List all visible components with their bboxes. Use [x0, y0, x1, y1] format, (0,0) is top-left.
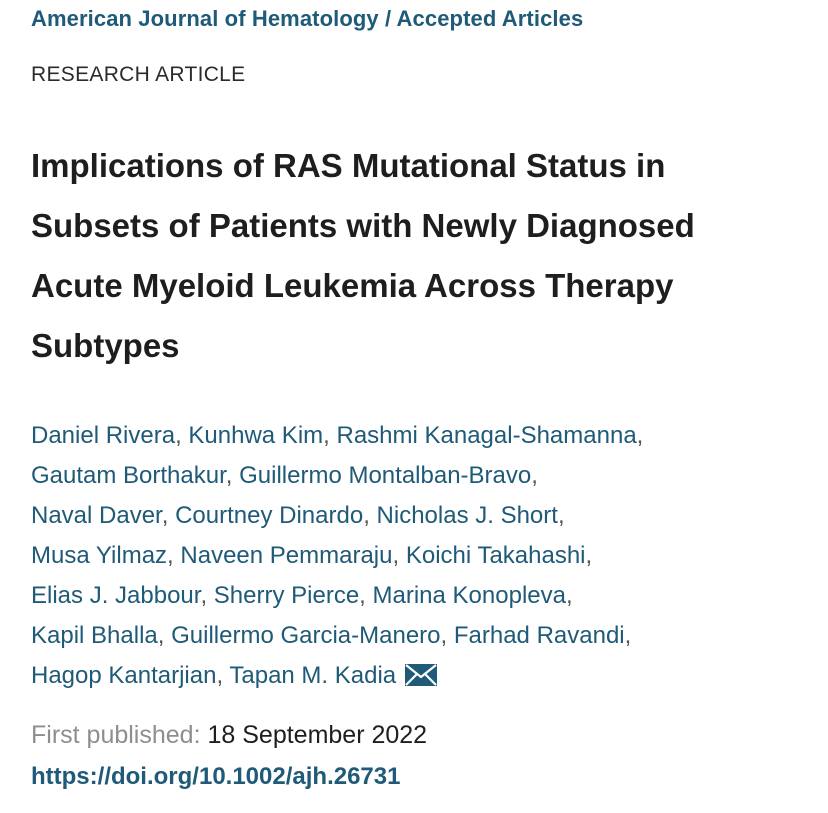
author-link[interactable]: Hagop Kantarjian: [31, 662, 217, 689]
author-separator: ,: [585, 542, 593, 569]
author-link[interactable]: Elias J. Jabbour: [31, 582, 201, 609]
author-link[interactable]: Marina Konopleva: [372, 582, 566, 609]
author-line: [31, 416, 821, 456]
author-line: [31, 616, 821, 656]
author-link[interactable]: Koichi Takahashi: [405, 542, 586, 569]
author-link[interactable]: Tapan M. Kadia: [229, 662, 397, 689]
author-separator: ,: [161, 502, 169, 529]
author-separator: ,: [531, 462, 538, 489]
author-link[interactable]: Courtney Dinardo: [175, 502, 364, 529]
author-separator: ,: [440, 622, 448, 649]
author-line: [31, 536, 821, 576]
article-title: [31, 136, 801, 376]
author-link[interactable]: Daniel Rivera: [31, 422, 176, 449]
author-separator: ,: [225, 462, 233, 489]
author-separator: ,: [216, 662, 224, 689]
first-published-label: First published:: [31, 721, 201, 749]
first-published-date: 18 September 2022: [207, 721, 428, 749]
author-link[interactable]: Musa Yilmaz: [31, 542, 168, 569]
author-separator: ,: [363, 502, 370, 529]
author-link[interactable]: Naval Daver: [31, 502, 162, 529]
envelope-icon[interactable]: [404, 663, 438, 687]
author-separator: ,: [557, 502, 565, 529]
author-line: [31, 496, 821, 536]
author-link[interactable]: Kapil Bhalla: [31, 622, 158, 649]
author-line: [31, 456, 821, 496]
author-link[interactable]: Naveen Pemmaraju: [180, 542, 393, 569]
author-separator: ,: [636, 422, 644, 449]
journal-breadcrumb-link[interactable]: American Journal of Hematology / Accepted Articles: [31, 6, 584, 31]
author-separator: ,: [624, 622, 632, 649]
author-line: [31, 656, 821, 696]
publication-date-line: [31, 721, 427, 750]
author-link[interactable]: Kunhwa Kim: [188, 422, 324, 449]
author-link[interactable]: Nicholas J. Short: [376, 502, 558, 529]
author-link[interactable]: Sherry Pierce: [213, 582, 360, 609]
author-separator: ,: [157, 622, 165, 649]
doi-link[interactable]: https://doi.org/10.1002/ajh.26731: [31, 763, 401, 790]
article-type-label: RESEARCH ARTICLE: [31, 63, 246, 86]
title-line: Implications of RAS Mutational Status in: [31, 147, 666, 184]
title-line: Subtypes: [31, 327, 180, 364]
author-separator: ,: [200, 582, 208, 609]
author-separator: ,: [359, 582, 366, 609]
author-link[interactable]: Farhad Ravandi: [453, 622, 625, 649]
title-line: Acute Myeloid Leukemia Across Therapy: [31, 267, 674, 304]
author-link[interactable]: Guillermo Garcia-Manero: [171, 622, 441, 649]
author-separator: ,: [175, 422, 182, 449]
author-list: [31, 416, 821, 696]
author-separator: ,: [323, 422, 330, 449]
title-line: Subsets of Patients with Newly Diagnosed: [31, 207, 695, 244]
author-separator: ,: [392, 542, 400, 569]
author-link[interactable]: Rashmi Kanagal-Shamanna: [336, 422, 637, 449]
author-line: [31, 576, 821, 616]
author-separator: ,: [565, 582, 573, 609]
author-separator: ,: [167, 542, 174, 569]
author-link[interactable]: Gautam Borthakur: [31, 462, 226, 489]
author-link[interactable]: Guillermo Montalban-Bravo: [239, 462, 532, 489]
